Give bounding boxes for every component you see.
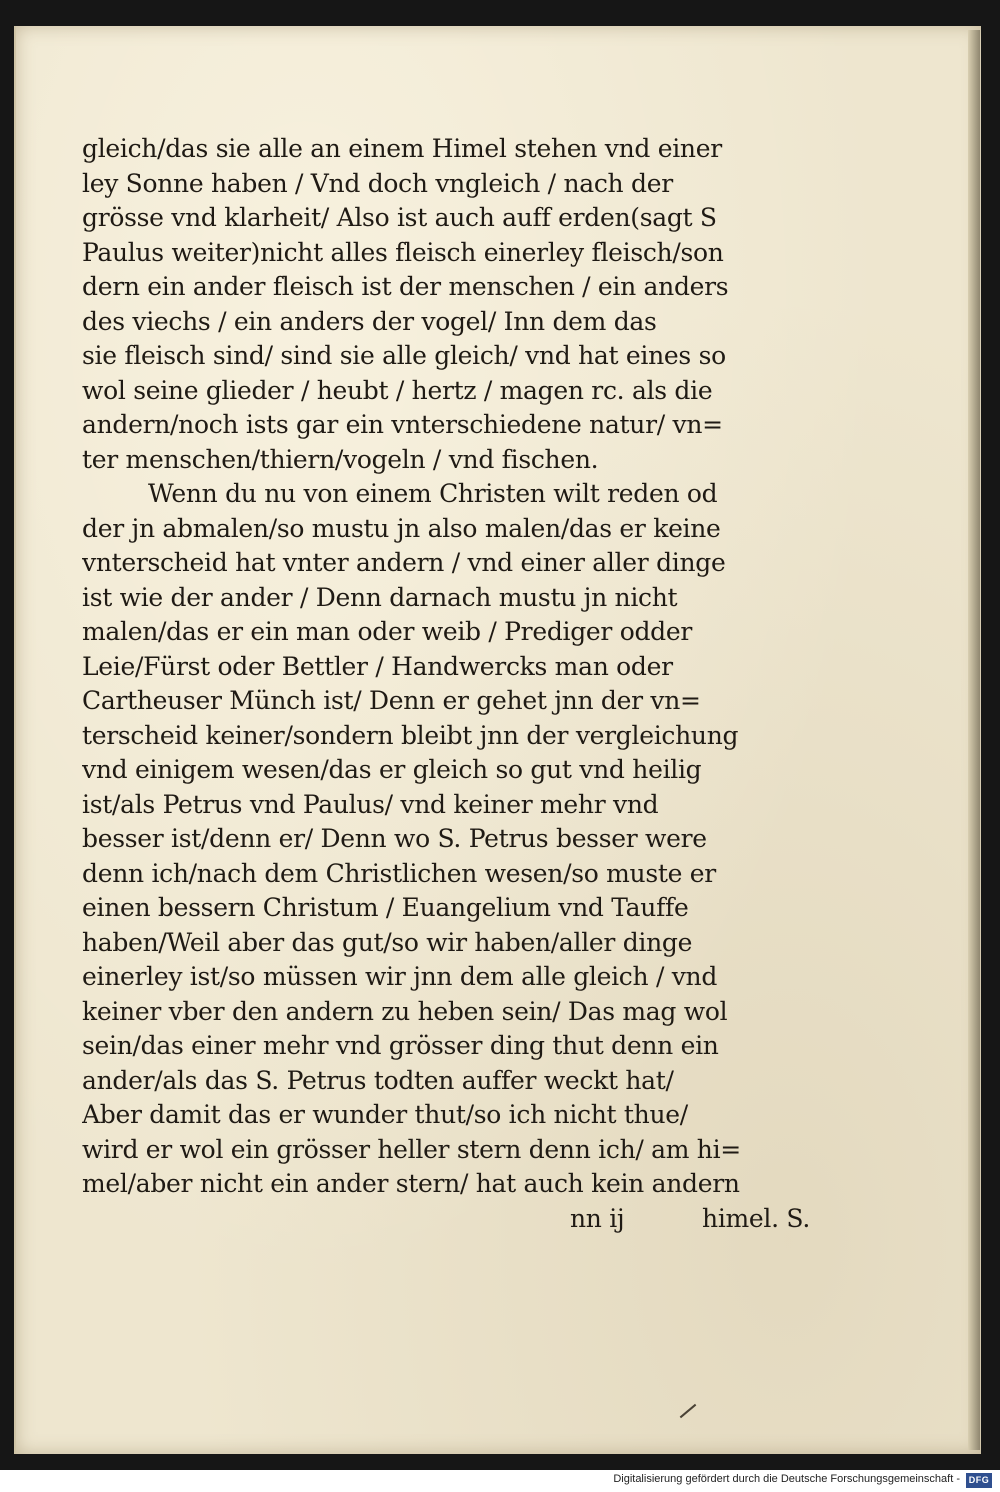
- text-line: grösse vnd klarheit/ Also ist auch auff erden(sagt S: [82, 203, 717, 232]
- text-line: terscheid keiner/sondern bleibt jnn der vergleichung: [82, 720, 739, 750]
- text-line: Leie/Fürst oder Bettler / Handwercks man oder: [82, 651, 673, 681]
- text-line: denn ich/nach dem Christlichen wesen/so muste er: [82, 858, 716, 888]
- text-line: der jn abmalen/so mustu jn also malen/das er keine: [82, 513, 721, 543]
- text-line: malen/das er ein man oder weib / Prediger odder: [82, 617, 693, 646]
- text-line: vnterscheid hat vnter andern / vnd einer aller dinge: [82, 548, 726, 577]
- text-line: andern/noch ists gar ein vnterschiedene natur/ vn=: [82, 410, 723, 439]
- text-line: ter menschen/thiern/vogeln / vnd fischen.: [82, 444, 599, 474]
- text-line: Aber damit das er wunder thut/so ich nicht thue/: [82, 1100, 688, 1129]
- text-line: dern ein ander fleisch ist der menschen / ein anders: [82, 272, 729, 301]
- text-line: sein/das einer mehr vnd grösser ding thut denn ein: [82, 1031, 719, 1060]
- text-line: einen bessern Christum / Euangelium vnd Tauffe: [82, 893, 689, 922]
- text-line: sie fleisch sind/ sind sie alle gleich/ vnd hat eines so: [82, 341, 726, 370]
- text-line: ander/als das S. Petrus todten auffer weckt hat/: [82, 1065, 674, 1095]
- digitization-footer: [0, 1470, 1000, 1492]
- dfg-logo-icon: DFG: [966, 1473, 992, 1488]
- catchword: himel. S.: [702, 1203, 810, 1233]
- text-line: Cartheuser Münch ist/ Denn er gehet jnn der vn=: [82, 686, 701, 715]
- page-text: [82, 132, 822, 1236]
- text-line: ist/als Petrus vnd Paulus/ vnd keiner mehr vnd: [82, 789, 659, 819]
- text-line: einerley ist/so müssen wir jnn dem alle gleich / vnd: [82, 962, 718, 991]
- text-line: vnd einigem wesen/das er gleich so gut vnd heilig: [82, 755, 702, 784]
- catchword-line: [82, 1202, 822, 1237]
- text-line: des viechs / ein anders der vogel/ Inn dem das: [82, 306, 657, 336]
- text-line: besser ist/denn er/ Denn wo S. Petrus besser were: [82, 824, 707, 853]
- page-edge-shadow: [968, 30, 980, 1450]
- text-line: gleich/das sie alle an einem Himel stehen vnd einer: [82, 134, 722, 163]
- text-line: ley Sonne haben / Vnd doch vngleich / nach der: [82, 168, 673, 198]
- footer-credit: Digitalisierung gefördert durch die Deutsche Forschungsgemeinschaft -: [613, 1473, 960, 1485]
- text-line: mel/aber nicht ein ander stern/ hat auch kein andern: [82, 1169, 740, 1198]
- paragraph-start-line: Wenn du nu von einem Christen wilt reden od: [148, 479, 718, 508]
- text-line: keiner vber den andern zu heben sein/ Das mag wol: [82, 996, 728, 1026]
- signature-mark: nn ij: [569, 1203, 625, 1233]
- text-line: ist wie der ander / Denn darnach mustu jn nicht: [82, 582, 678, 612]
- text-line: wird er wol ein grösser heller stern denn ich/ am hi=: [82, 1134, 741, 1164]
- text-line: Paulus weiter)nicht alles fleisch einerley fleisch/son: [82, 237, 724, 267]
- text-line: haben/Weil aber das gut/so wir haben/aller dinge: [82, 927, 693, 957]
- text-line: wol seine glieder / heubt / hertz / magen rc. als die: [82, 375, 713, 405]
